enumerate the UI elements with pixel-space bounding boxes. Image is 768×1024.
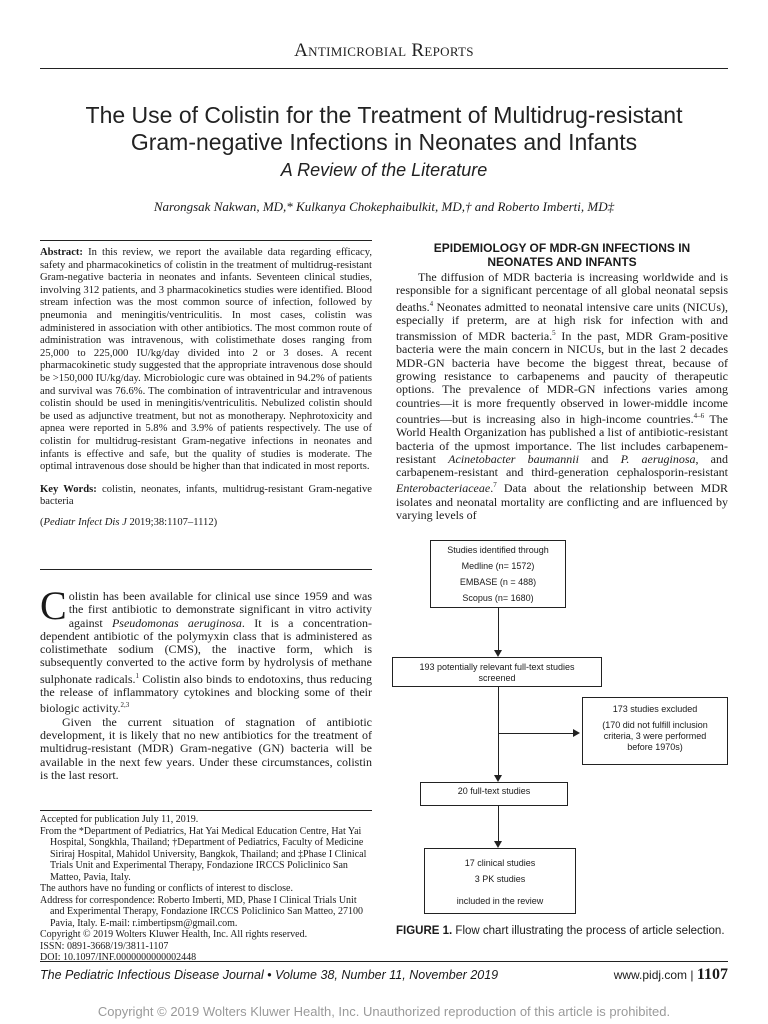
footer-bullet: • <box>267 968 272 982</box>
abstract-label: Abstract: <box>40 247 83 258</box>
footnote-issn: ISSN: 0891-3668/19/3811-1107 <box>40 940 169 952</box>
copyright-notice: Copyright © 2019 Wolters Kluwer Health, Inc. Unauthorized reproduction of this article is prohibited. <box>97 1004 671 1019</box>
section-heading-line-2: NEONATES AND INFANTS <box>487 255 637 269</box>
flow-connector <box>498 806 499 842</box>
arrow-right-icon <box>573 729 580 737</box>
footnote-copyright: Copyright © 2019 Wolters Kluwer Health, Inc. All rights reserved. <box>40 929 308 940</box>
header-rule <box>40 68 728 69</box>
figure-caption <box>396 925 728 939</box>
epi-text: Neonates admitted to neonatal intensive care units (NICUs), especially if preterm, are at high risk for infection with and transmission of MDR bacteria. <box>396 299 728 344</box>
section-heading <box>396 241 728 269</box>
arrow-down-icon <box>494 650 502 657</box>
flow-text: 17 clinical studies <box>464 858 536 868</box>
footer-website[interactable]: www.pidj.com <box>613 968 688 982</box>
flow-box-excluded <box>582 697 728 765</box>
arrow-down-icon <box>494 841 502 848</box>
epidemiology-paragraph <box>396 271 728 522</box>
abstract-top-rule <box>40 240 372 241</box>
running-head: Antimicrobial Reports <box>294 40 474 61</box>
figure-label: FIGURE 1. <box>396 925 453 937</box>
epi-text: The World Health Organization has published a list of antibiotic-resistant bacteria of the upmost importance. The list includes carbapenem-resistant <box>396 411 728 466</box>
flow-text: (170 did not fulfill inclusion <box>602 720 708 730</box>
intro-p1b: . It is a concentration-dependent antibiotic of the polymyxin class that is administered as colistimethate sodium (CMS), the inactive form, which is subsequently converted to the active form by hydrolysis of methane sulphonate radicals. <box>40 615 372 686</box>
footer-issue: Volume 38, Number 11, November 2019 <box>275 968 499 982</box>
flow-box-included <box>424 848 576 914</box>
ref-sup: 4–6 <box>693 411 705 420</box>
flow-text: EMBASE (n = 488) <box>459 577 537 587</box>
introduction <box>40 583 373 782</box>
epi-text: The diffusion of MDR bacteria is increasing worldwide and is responsible for a significant percentage of all global neonatal sepsis deaths. <box>396 270 728 314</box>
flow-text: screened <box>478 673 516 683</box>
epi-text: Data about the relationship between MDR isolates and neonatal mortality are conflicting and are influenced by varying levels of <box>396 481 728 523</box>
figure-caption-text: Flow chart illustrating the process of article selection. <box>452 925 725 937</box>
ref-sup: 2,3 <box>120 701 130 710</box>
page-number: 1107 <box>696 966 728 983</box>
flow-box-screened <box>392 657 602 687</box>
flow-text: 20 full-text studies <box>457 786 531 796</box>
flow-text: Medline (n= 1572) <box>461 561 535 571</box>
ref-sup: 5 <box>552 329 556 338</box>
epi-italic: Acinetobacter baumannii <box>448 451 579 466</box>
article-subtitle: A Review of the Literature <box>280 160 488 180</box>
flow-text: criteria, 3 were performed <box>603 731 707 741</box>
footnote-accepted: Accepted for publication July 11, 2019. <box>40 814 199 825</box>
epi-italic: P. aeruginosa <box>620 451 696 466</box>
flow-box-identified <box>430 540 566 608</box>
keywords-text: colistin, neonates, infants, multidrug-resistant Gram-negative bacteria <box>40 483 372 508</box>
abstract <box>40 247 372 529</box>
footer-journal-name: The Pediatric Infectious Disease Journal <box>40 968 264 982</box>
author-list: Narongsak Nakwan, MD,* Kulkanya Chokephaibulkit, MD,† and Roberto Imberti, MD‡ <box>153 199 615 214</box>
arrow-down-icon <box>494 775 502 782</box>
intro-p1c: Colistin also binds to endotoxins, thus reducing the release of inflammatory cytokines and blocking some of their biologic activity. <box>40 671 373 716</box>
flow-text: before 1970s) <box>627 742 683 752</box>
ref-sup: 1 <box>135 671 140 680</box>
article-title <box>40 102 728 156</box>
citation-journal: Pediatr Infect Dis J <box>43 516 127 528</box>
abstract-bottom-rule <box>40 569 372 570</box>
citation-details: 2019;38:1107–1112) <box>129 516 218 528</box>
ref-sup: 7 <box>493 481 497 490</box>
flow-connector <box>498 608 499 652</box>
footnote-doi: DOI: 10.1097/INF.0000000000002448 <box>40 952 197 963</box>
epi-italic: Enterobacteriaceae <box>396 481 491 496</box>
flow-text: 193 potentially relevant full-text studies <box>419 662 575 672</box>
keywords-label: Key Words: <box>40 483 97 495</box>
title-line-2: Gram-negative Infections in Neonates and Infants <box>130 129 638 155</box>
flow-text: 3 PK studies <box>474 874 526 884</box>
ref-sup: 4 <box>429 299 434 308</box>
intro-p1-italic: Pseudomonas aeruginosa <box>111 615 242 630</box>
intro-p1a: olistin has been available for clinical use since 1959 and was the first antibiotic to demonstrate significant in vitro activity against <box>68 589 372 630</box>
abstract-text: In this review, we report the available data regarding efficacy, safety and pharmacokinetics of colistin in the treatment of multidrug-resistant Gram-negative bacteria in neonates and infants. Seventeen clinical studies, involving 312 patients, and 3 pharmacokinetics studies were identified. Blood stream infection was the most common source of infection, followed by pneumonia and meningitis/ventriculitis. In most cases, colistin was administered in association with other antibiotics. The most common route of administration was intravenous, with colistimethate doses ranging from 25,000 to 225,000 IU/kg/day divided into 2 or 3 doses. A recent pharmacokinetic study suggested that the appropriate intravenous dose should be >150,000 IU/kg/day. Microbiologic cure was obtained in 94.2% of patients and survival was 76.6%. The combination of intraventricular and intravenous colistin should be used in meningitis/ventriculitis. Nebulized colistin should be used as adjunctive treatment, but not as monotherapy. Nephrotoxicity and apnea were reported in 5.8% and 3.9% of patients respectively. The use of colistin for multidrug-resistant Gram-negative infections in neonates and infants is effective and safe, but the quality of studies is moderate. The optimal intravenous dose should be higher than that indicated in most reports. <box>40 247 372 473</box>
section-heading-line-1: EPIDEMIOLOGY OF MDR-GN INFECTIONS IN <box>433 241 691 255</box>
flow-text: Studies identified through <box>447 545 549 555</box>
epi-text: In the past, MDR Gram-positive bacteria were the main concern in NICUs, but in the last 2 decades MDR-GN bacteria have become the biggest threat, because of growing resistance to carbapenems and paucity of therapeutic options. The prevalence of MDR-GN infections varies among countries—it is more frequently observed in lower-middle income countries—but is increasing also in high-income countries. <box>396 329 728 426</box>
flow-text: included in the review <box>456 896 544 906</box>
epi-text: , and carbapenem-resistant and third-generation cephalosporin-resistant <box>396 451 729 480</box>
footer-journal <box>40 968 498 982</box>
epidemiology-section <box>396 241 728 522</box>
flow-connector <box>498 733 574 734</box>
footnote-correspondence: Address for correspondence: Roberto Imberti, MD, Phase I Clinical Trials Unit and Experimental Therapy, Fondazione IRCCS Policlinico San Matteo, 27100 Pavia, Italy. E-mail: r.imbertipsm@gmail.com. <box>40 894 364 929</box>
footer-rule <box>40 961 728 962</box>
flow-text: 173 studies excluded <box>612 704 698 714</box>
title-line-1: The Use of Colistin for the Treatment of Multidrug-resistant <box>85 102 683 128</box>
footer-separator: | <box>690 968 694 982</box>
footnotes <box>40 814 372 964</box>
flow-text: Scopus (n= 1680) <box>462 593 534 603</box>
citation-open: ( <box>40 516 44 528</box>
intro-p2: Given the current situation of stagnation of antibiotic development, it is likely that no new antibiotics for the treatment of multidrug-resistant (MDR) Gram-negative (GN) bacteria will be available in the next few years. Under these circumstances, colistin is the last resort. <box>40 714 372 782</box>
footnote-affiliations: From the *Department of Pediatrics, Hat Yai Medical Education Centre, Hat Yai Hospital, Songkhla, Thailand; †Department of Pediatrics, Faculty of Medicine Siriraj Hospital, Mahidol University, Bangkok, Thailand; and ‡Phase I Clinical Trials Unit and Experimental Therapy, Fondazione IRCCS Policlinico San Matteo, Pavia, Italy. <box>40 825 367 883</box>
flow-box-fulltext <box>420 782 568 806</box>
flow-connector <box>498 687 499 776</box>
footnote-rule <box>40 810 372 811</box>
footer-right <box>614 966 728 984</box>
footnote-funding: The authors have no funding or conflicts of interest to disclose. <box>40 883 293 894</box>
drop-cap: C <box>40 583 67 628</box>
epi-text: and <box>578 451 621 466</box>
epi-text: . <box>490 481 494 496</box>
